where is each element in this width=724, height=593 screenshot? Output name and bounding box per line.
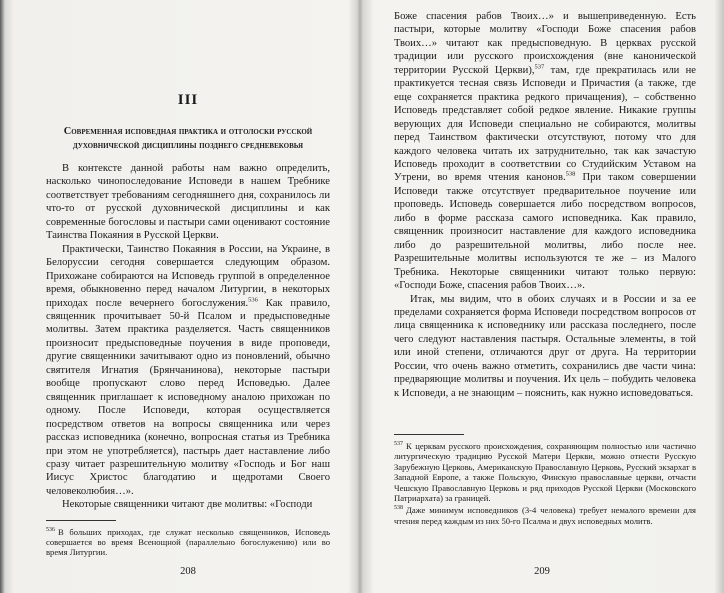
chapter-number: III: [177, 92, 199, 108]
page-edge-shadow: [714, 0, 724, 593]
left-footnotes: [46, 525, 330, 558]
footnote-ref: 537: [534, 63, 545, 71]
footnote: $^{536}$ В больших приходах, где служат несколько священников, Исповедь совершается во время Всенощной (параллельно богослужению) или во время Литургии.: [46, 526, 330, 558]
left-page: [0, 0, 360, 593]
footnote-ref: 538: [565, 170, 576, 178]
footnote: $^{538}$ Даже минимум исповедников (3-4 человека) требует немалого времени для чтения перед каждым из них 50-го Псалма и двух исповедных молитв.: [394, 505, 696, 526]
page-number-right: 209: [534, 566, 550, 577]
right-footnotes: [394, 439, 696, 526]
paragraph: Некоторые священники читают две молитвы: «Господи: [62, 499, 313, 511]
paragraph: Практически, Таинство Покаяния в России, на Украине, в Белоруссии сегодня совершается следующим образом. Прихожане собираются на Исповедь группой в определенное время, обыкновенно перед началом Литургии, в некоторых приходах после вечернего богослужения.$^{536}$ Как правило, священник прочитывает 50-й Псалом и предысповедные молитвы. Затем практика разделяется. Часть священников произносит предысповедные поучения в виде проповеди, другие священники зачитывают одно из поновлений, обычно святителя Игнатия (Брянчанинова), некоторые пастыри вообще пропускают слово перед Исповедью. Далее священник приглашает к исповедному аналою прихожан по одному. После Исповеди, которая осуществляется посредством ответов на вопросы священника или через рассказ исповедника (конечно, вопросная статья из Требника при этом не употребляется), пастырь дает наставление либо сразу читает разрешительную молитву «Господь и Бог наш Иисус Христос благодатию и щедротами Своего человеколюбия…».: [46, 243, 330, 497]
chapter-title: Современная исповедная практика и отголоски русской духовнической дисциплины позднего средневековья: [63, 126, 313, 151]
paragraph: Боже спасения рабов Твоих…» и вышеприведенную. Есть пастыри, которые молитву «Господи Боже спасения рабов Твоих…» читают как предысповедную. В церквах русской традиции или русского происхождения (вне канонической территории Русской Церкви),$^{537}$ там, где прекратилась или не практикуется тесная связь Исповеди и Причастия (а также, где еще сохраняется практика редкого причащения), – собственно Исповедь представляет собой редкое явление. Никакие группы верующих для Исповеди специально не собираются, молитвы перед Таинством фактически отсутствуют, потому что для каждого человека читать их затруднительно, так как зачастую Исповедь проходит в соответствии со Студийским Уставом на Утрени, во время чтения канонов.$^{538}$ При таком совершении Исповеди также отсутствует предварительное поучение или проповедь. Исповедь совершается либо посредством вопросов, либо в форме рассказа самого исповедника. Как правило, священник произносит наставление для каждого исповедника либо до разрешительной молитвы, либо после нее. Разрешительные молитвы используются те же – из Малого Требника. Некоторые священники читают только первую: «Господи Боже, спасения рабов Твоих…».: [394, 11, 696, 292]
left-body: [46, 162, 330, 512]
footnote-ref: 536: [248, 296, 258, 303]
footnote-divider: [394, 434, 464, 435]
page-number-left: 208: [180, 566, 196, 577]
paragraph: Итак, мы видим, что в обоих случаях и в России и за ее пределами сохраняется форма Исповеди посредством вопросов от лица священника к исповеднику или рассказа последнего, после чего следуют наставления пастыря. Остальные элементы, в той или иной степени, отличаются друг от друга. На территории России, что очень важно отметить, сохранились две части чина: предваряющие молитвы и поучения. Их цель – побудить человека к Исповеди, а не знающим – пояснить, как нужно исповедоваться.: [394, 293, 696, 399]
footnote-divider: [46, 520, 116, 521]
right-body: [394, 10, 696, 400]
paragraph: В контексте данной работы нам важно определить, насколько чинопоследование Исповеди в нашем Требнике соответствует требованиям сегодняшнего дня, сохранилось ли что-то от русской духовнической дисциплины и как современные богословы и пастыри сами оценивают состояние Таинства Покаяния в Русской Церкви.: [46, 163, 330, 242]
footnote: $^{537}$ К церквам русского происхождения, сохраняющим полностью или частично литургическую традицию Русской Матери Церкви, можно отнести Русскую Зарубежную Церковь, Американскую Православную Церковь, Русский экзархат в Западной Европе, а также Польскую, Финскую православные церкви, отчасти Чешскую Православную Церковь и ряд приходов Русской Церкви (Московского Патриархата) за границей.: [394, 441, 696, 504]
right-page: [360, 0, 724, 593]
